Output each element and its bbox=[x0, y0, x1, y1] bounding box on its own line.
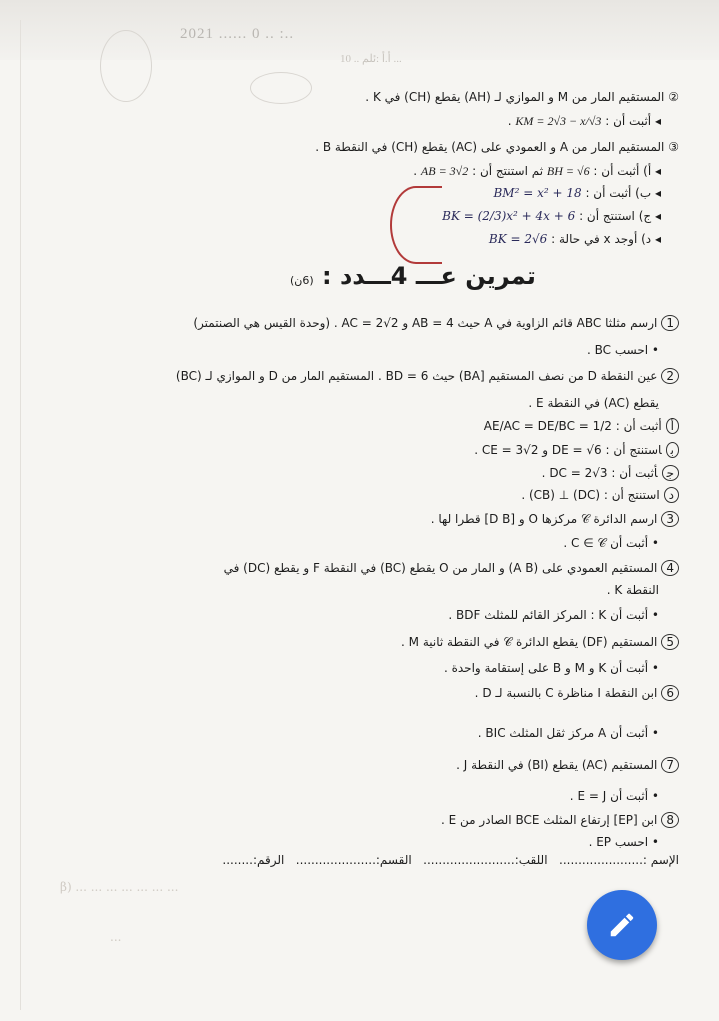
bleed-through-text: ... bbox=[110, 930, 122, 944]
paper-edge bbox=[20, 20, 21, 1010]
item-text: أثبت أن : AE/AC = DE/BC = 1/2 bbox=[483, 419, 662, 433]
exercise-item bbox=[587, 342, 659, 358]
faint-header-text: 2021 ...... 0 .. :.. bbox=[180, 26, 295, 42]
item-number: أ bbox=[666, 418, 679, 434]
item-text: • أثبت أن C ∈ 𝒞 . bbox=[563, 536, 659, 550]
item-text: • أثبت أن E = J . bbox=[569, 789, 659, 803]
item-number: د bbox=[664, 487, 679, 503]
exercise-item bbox=[570, 788, 659, 804]
question-3c: ◂ ج) استنتج أن : BK = (2/3)x² + 4x + 6 bbox=[442, 209, 661, 223]
item-text: استنتج أن : (DC) ⊥ (CB) . bbox=[521, 488, 660, 502]
item-text: ارسم الدائرة 𝒞 مركزها O و [D B] قطرا لها . bbox=[430, 512, 658, 526]
exercise-item bbox=[448, 607, 659, 623]
exercise-item bbox=[563, 535, 659, 551]
item-number: 1 bbox=[661, 315, 679, 331]
question-2-sub: ◂ أثبت أن : KM = 2√3 − x/√3 . bbox=[507, 114, 661, 128]
question-3b: ◂ ب) أثبت أن : BM² = x² + 18 bbox=[493, 186, 661, 200]
faint-header-subtext: أ.أ :ئلم .. 10 ... bbox=[340, 53, 402, 65]
item-text: النقطة K . bbox=[606, 583, 659, 597]
item-text: المستقيم (AC) يقطع (BI) في النقطة J . bbox=[456, 758, 658, 772]
exercise-title: تمرين عـــ 4ـــدد : (6ن) bbox=[290, 262, 536, 290]
item-number: 2 bbox=[661, 368, 679, 384]
item-text: يقطع (AC) في النقطة E . bbox=[528, 396, 659, 410]
exercise-item bbox=[441, 812, 679, 828]
question-3a: ◂ أ) أثبت أن : BH = √6 ثم استنتج أن : AB = 3√2 . bbox=[413, 164, 661, 178]
exercise-item bbox=[224, 560, 679, 576]
exercise-item bbox=[607, 582, 659, 598]
exercise-item bbox=[478, 725, 659, 741]
exercise-item bbox=[528, 395, 659, 411]
exercise-item bbox=[474, 442, 679, 458]
item-text: المستقيم العمودي على (A B) و المار من O يقطع (BC) في النقطة F و يقطع (DC) في bbox=[223, 561, 658, 575]
item-text: استنتج أن : DE = √6 و CE = 3√2 . bbox=[474, 443, 662, 457]
item-number: 4 bbox=[661, 560, 679, 576]
item-number: 6 bbox=[661, 685, 679, 701]
item-text: • أثبت أن K و M و B على إستقامة واحدة . bbox=[443, 661, 659, 675]
item-text: المستقيم (DF) يقطع الدائرة 𝒞 في النقطة ثانية M . bbox=[401, 635, 658, 649]
bleed-through-sketch bbox=[250, 72, 312, 104]
item-number: 8 bbox=[661, 812, 679, 828]
item-text: • أثبت أن K : المركز القائم للمثلث BDF . bbox=[448, 608, 659, 622]
item-text: ابن [EP] إرتفاع المثلث BCE الصادر من E . bbox=[441, 813, 658, 827]
exercise-item bbox=[542, 465, 679, 481]
item-number: ج bbox=[662, 465, 679, 481]
exercise-item bbox=[589, 834, 659, 850]
exercise-item bbox=[484, 418, 679, 434]
item-text: أثبت أن : DC = 2√3 . bbox=[541, 466, 658, 480]
question-3-text: ③ المستقيم المار من A و العمودي على (AC) يقطع (CH) في النقطة B . bbox=[315, 140, 679, 154]
item-text: عين النقطة D من نصف المستقيم [BA) حيث BD = 6 . المستقيم المار من D و الموازي لـ (BC) bbox=[175, 369, 658, 383]
item-number: 3 bbox=[661, 511, 679, 527]
item-number: ب bbox=[666, 442, 679, 458]
exercise-item bbox=[444, 660, 659, 676]
question-3d: ◂ د) أوجد x في حالة : BK = 2√6 bbox=[488, 232, 661, 246]
item-number: 5 bbox=[661, 634, 679, 650]
item-number: 7 bbox=[661, 757, 679, 773]
item-text: ابن النقطة I مناظرة C بالنسبة لـ D . bbox=[474, 686, 658, 700]
exercise-item bbox=[431, 511, 679, 527]
bleed-through-sketch bbox=[100, 30, 152, 102]
item-text: • أثبت أن A مركز ثقل المثلث BIC . bbox=[477, 726, 659, 740]
exercise-item bbox=[176, 368, 679, 384]
item-text: ارسم مثلثا ABC قائم الزاوية في A حيث AB = 4 و AC = 2√2 . (وحدة القيس هي الصنتمتر) bbox=[193, 316, 658, 330]
pencil-icon bbox=[607, 910, 637, 940]
student-info-row: الإسم :...................... اللقب:........................ القسم:..................... الرقم:........ bbox=[222, 853, 679, 867]
item-text: • احسب EP . bbox=[588, 835, 659, 849]
item-text: • احسب BC . bbox=[587, 343, 659, 357]
edit-fab-button[interactable] bbox=[587, 890, 657, 960]
handwritten-bracket bbox=[390, 186, 442, 264]
exercise-item bbox=[401, 634, 679, 650]
exercise-item bbox=[475, 685, 679, 701]
exercise-item bbox=[193, 315, 679, 331]
question-2-text: ② المستقيم المار من M و الموازي لـ (AH) يقطع (CH) في K . bbox=[365, 90, 679, 104]
bleed-through-text: β) ... ... ... ... ... ... ... bbox=[60, 880, 179, 894]
exercise-item bbox=[456, 757, 679, 773]
exercise-item bbox=[521, 487, 679, 503]
